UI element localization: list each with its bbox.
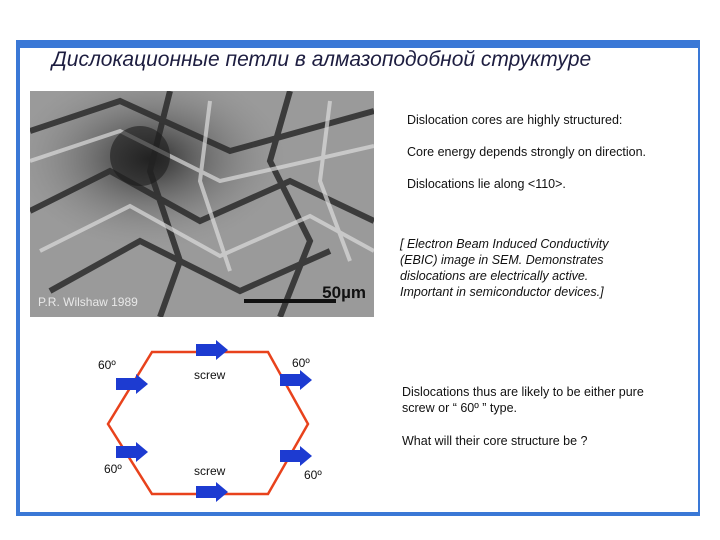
note-core-energy: Core energy depends strongly on direction. [407,145,647,159]
question-text: What will their core structure be ? [402,434,588,448]
label-screw-top: screw [194,368,226,382]
arrow-icon [280,370,312,390]
ebic-caption [400,236,650,300]
label-screw-bottom: screw [194,464,226,478]
ebic-caption-line: [ Electron Beam Induced Conductivity [400,237,609,251]
label-60-top-left: 60º [98,358,116,372]
arrow-icon [116,374,148,394]
slide-title: Дислокационные петли в алмазоподобной структуре [52,48,592,71]
ebic-caption-line: dislocations are electrically active. [400,269,589,283]
label-60-bottom-right: 60º [304,468,322,482]
label-60-top-right: 60º [292,356,310,370]
ebic-caption-line: (EBIC) image in SEM. Demonstrates [400,253,604,267]
label-60-bottom-left: 60º [104,462,122,476]
image-credit: P.R. Wilshaw 1989 [38,295,138,309]
ebic-image [30,91,374,317]
note-dislocation-direction: Dislocations lie along <110>. [407,177,566,191]
note-cores-structured: Dislocation cores are highly structured: [407,113,623,127]
conclusion-text [402,384,644,416]
ebic-caption-line: Important in semiconductor devices.] [400,285,604,299]
scale-bar-label: 50µm [322,283,366,302]
conclusion-line: screw or “ 60º ” type. [402,401,518,415]
conclusion-line: Dislocations thus are likely to be either pure [402,385,644,399]
dislocation-loop-diagram [80,330,340,510]
arrow-icon [196,340,228,360]
arrow-icon [196,482,228,502]
